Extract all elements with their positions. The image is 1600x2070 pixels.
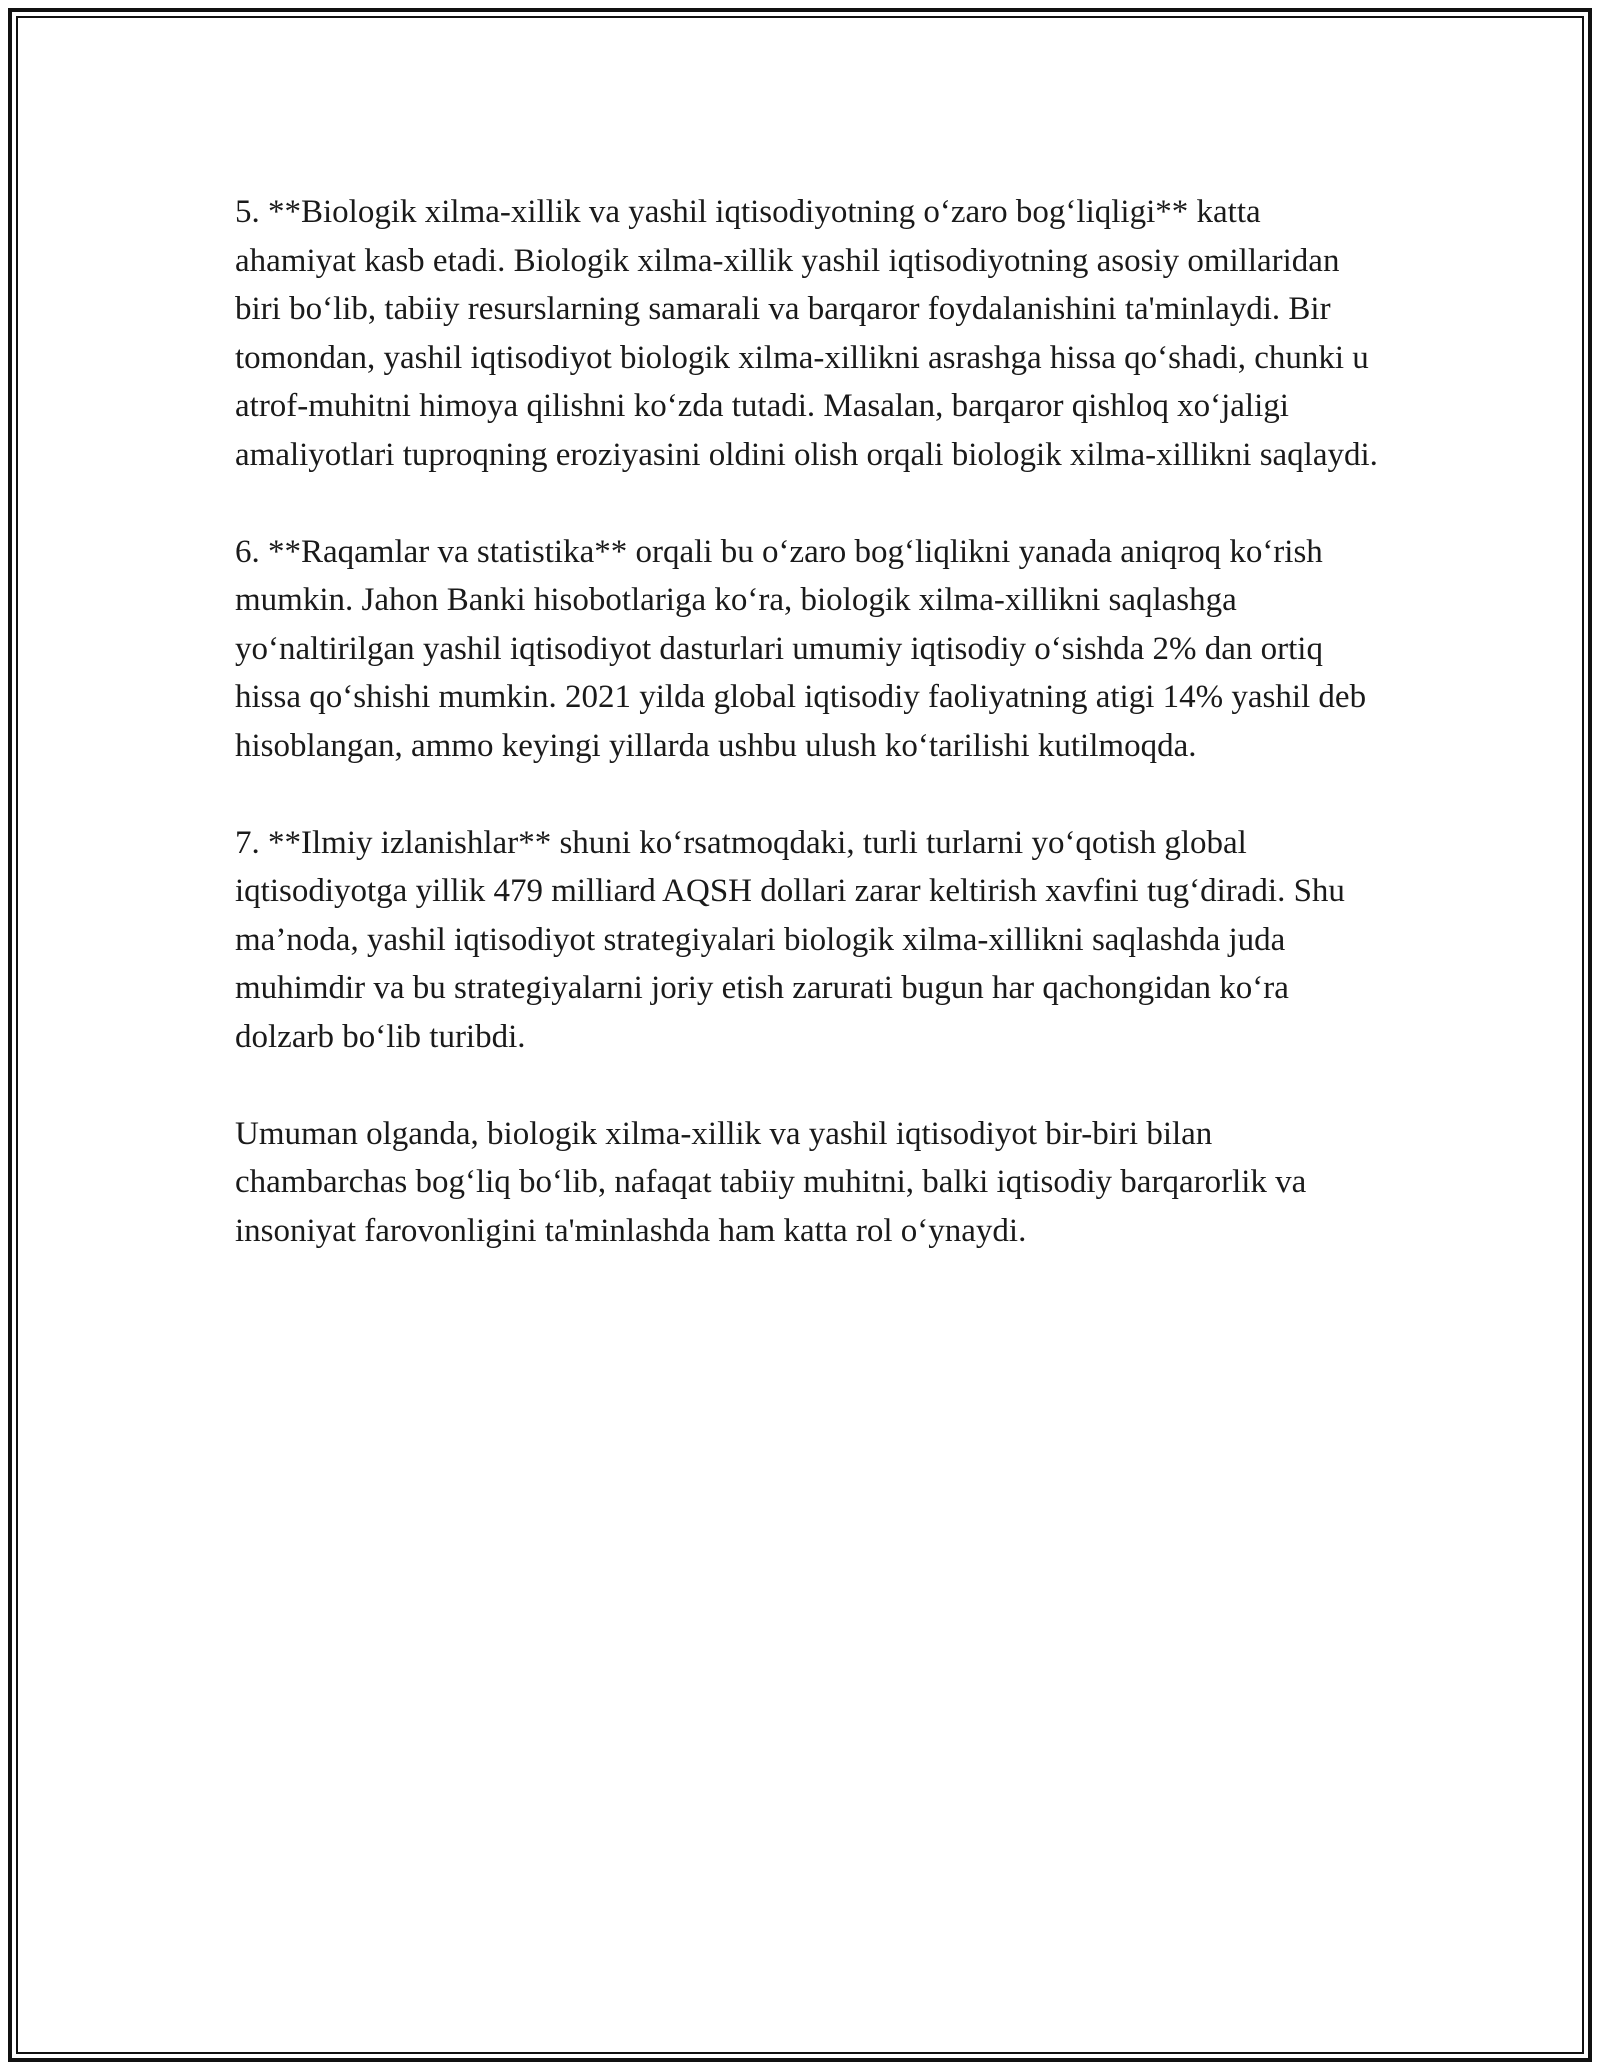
paragraph-7-scientific-research: 7. **Ilmiy izlanishlar** shuni ko‘rsatmoqdaki, turli turlarni yo‘qotish global iqtisodiyotga yillik 479 milliard AQSH dollari zarar keltirish xavfini tug‘diradi. Shu ma’noda, yashil iqtisodiyot strategiyalari biologik xilma-xillikni saqlashda juda muhimdir va bu strategiyalarni joriy etish zarurati bugun har qachongidan ko‘ra dolzarb bo‘lib turibdi. [235,824,1345,1055]
paragraph-conclusion: Umuman olganda, biologik xilma-xillik va yashil iqtisodiyot bir-biri bilan chambarchas bog‘liq bo‘lib, nafaqat tabiiy muhitni, balki iqtisodiy barqarorlik va insoniyat farovonligini ta'minlashda ham katta rol o‘ynaydi. [235,1115,1307,1249]
paragraph-5-biodiversity-green-economy: 5. **Biologik xilma-xillik va yashil iqtisodiyotning o‘zaro bog‘liqligi** katta ahamiyat kasb etadi. Biologik xilma-xillik yashil iqtisodiyotning asosiy omillaridan biri bo‘lib, tabiiy resurslarning samarali va barqaror foydalanishini ta'minlaydi. Bir tomondan, yashil iqtisodiyot biologik xilma-xillikni asrashga hissa qo‘shadi, chunki u atrof-muhitni himoya qilishni ko‘zda tutadi. Masalan, barqaror qishloq xo‘jaligi amaliyotlari tuproqning eroziyasini oldini olish orqali biologik xilma-xillikni saqlaydi. [235,194,1378,473]
document-body [235,188,1385,1304]
paragraph-6-numbers-statistics: 6. **Raqamlar va statistika** orqali bu o‘zaro bog‘liqlikni yanada aniqroq ko‘rish mumkin. Jahon Banki hisobotlariga ko‘ra, biologik xilma-xillikni saqlashga yo‘naltirilgan yashil iqtisodiyot dasturlari umumiy iqtisodiy o‘sishda 2% dan ortiq hissa qo‘shishi mumkin. 2021 yilda global iqtisodiy faoliyatning atigi 14% yashil deb hisoblangan, ammo keyingi yillarda ushbu ulush ko‘tarilishi kutilmoqda. [235,533,1367,764]
